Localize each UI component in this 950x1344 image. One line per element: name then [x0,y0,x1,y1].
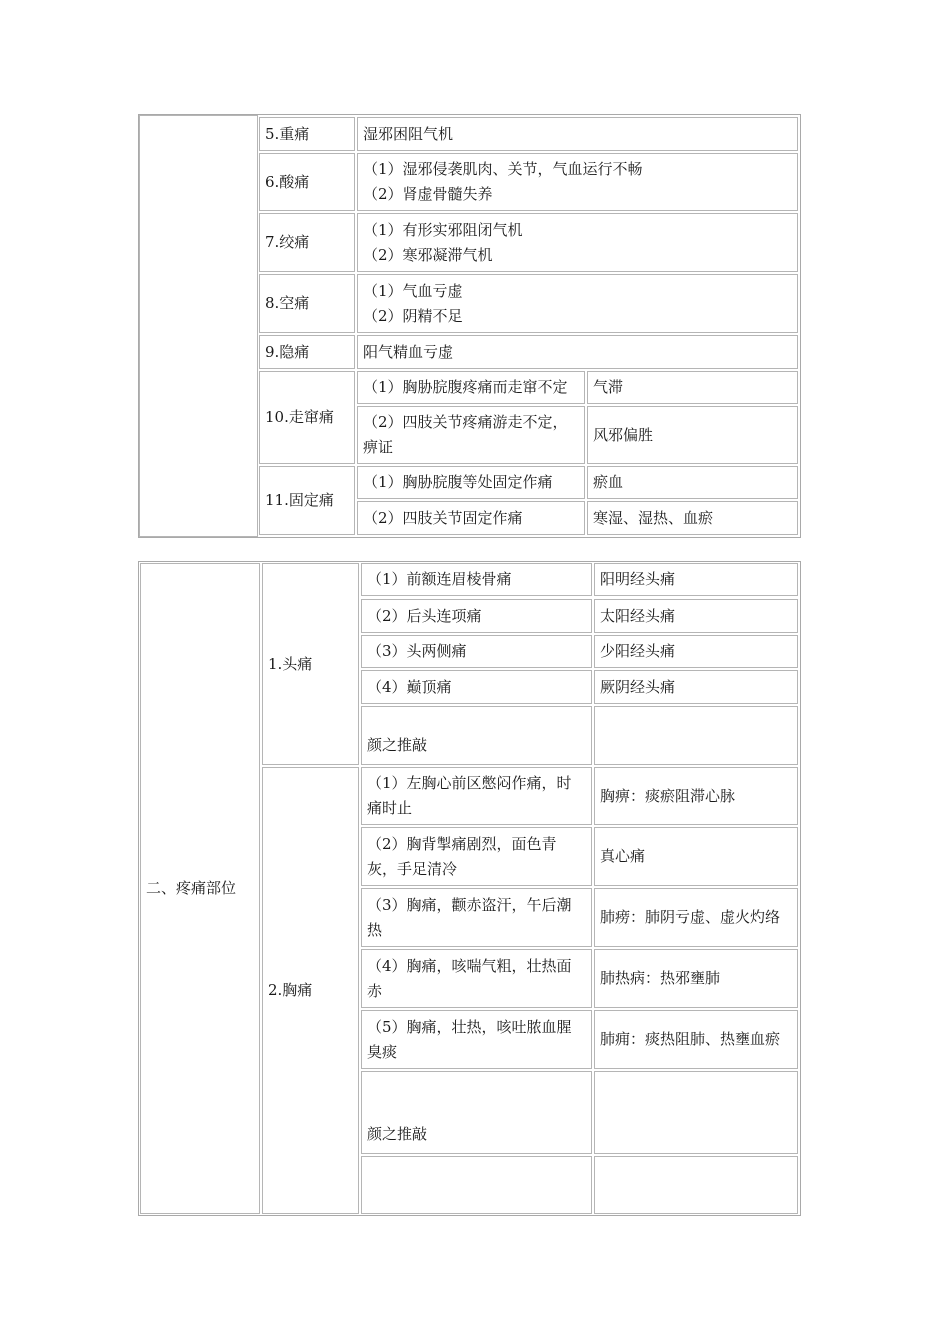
pain-desc-cell: （1）气血亏虚 （2）阴精不足 [357,274,798,333]
location-desc-cell: （1）前额连眉棱骨痛 [361,563,592,596]
pain-desc-cell: （1）有形实邪阻闭气机 （2）寒邪凝滞气机 [357,213,798,272]
location-desc-cell: （4）胸痛，咳喘气粗，壮热面赤 [361,949,592,1008]
pain-desc-cell: （1）湿邪侵袭肌肉、关节，气血运行不畅 （2）肾虚骨髓失养 [357,153,798,211]
location-desc-cell: （1）左胸心前区憋闷作痛，时痛时止 [361,767,592,825]
pain-cause-cell: 风邪偏胜 [587,406,798,464]
location-cell-chest: 2.胸痛 [262,767,359,1214]
empty-cell [361,1156,592,1214]
empty-cell [594,1156,798,1214]
pain-desc-cell: 阳气精血亏虚 [357,335,798,369]
location-cause-cell: 肺痈：痰热阻肺、热壅血瘀 [594,1010,798,1069]
location-cause-cell: 阳明经头痛 [594,563,798,596]
empty-cell [594,706,798,765]
pain-desc-cell: （2）四肢关节固定作痛 [357,501,585,535]
note-cell: 颜之推敲 [361,1071,592,1154]
location-cell-headache: 1.头痛 [262,563,359,765]
location-cause-cell: 肺痨：肺阴亏虚、虚火灼络 [594,888,798,947]
category-cell: 二、疼痛部位 [140,563,260,1214]
pain-nature-table [138,114,801,538]
pain-type-cell: 5.重痛 [259,117,355,151]
category-cell-empty [139,115,258,537]
pain-type-cell: 8.空痛 [259,274,355,333]
pain-type-cell: 9.隐痛 [259,335,355,369]
pain-location-table [138,561,801,1216]
location-cause-cell: 肺热病：热邪壅肺 [594,949,798,1008]
location-cause-cell: 太阳经头痛 [594,599,798,633]
pain-type-cell: 7.绞痛 [259,213,355,272]
location-desc-cell: （3）头两侧痛 [361,635,592,668]
location-desc-cell: （2）后头连项痛 [361,599,592,633]
pain-cause-cell: 气滞 [587,371,798,404]
pain-desc-cell: （1）胸胁脘腹疼痛而走窜不定 [357,371,585,404]
pain-desc-cell: （2）四肢关节疼痛游走不定，痹证 [357,406,585,464]
pain-desc-cell: 湿邪困阻气机 [357,117,798,151]
location-cause-cell: 胸痹：痰瘀阻滞心脉 [594,767,798,825]
note-cell: 颜之推敲 [361,706,592,765]
pain-cause-cell: 寒湿、湿热、血瘀 [587,501,798,535]
pain-cause-cell: 瘀血 [587,466,798,499]
location-desc-cell: （5）胸痛，壮热，咳吐脓血腥臭痰 [361,1010,592,1069]
location-cause-cell: 真心痛 [594,827,798,886]
pain-desc-cell: （1）胸胁脘腹等处固定作痛 [357,466,585,499]
location-desc-cell: （3）胸痛，颧赤盗汗，午后潮热 [361,888,592,947]
location-cause-cell: 厥阴经头痛 [594,670,798,704]
location-cause-cell: 少阳经头痛 [594,635,798,668]
location-desc-cell: （2）胸背掣痛剧烈，面色青灰，手足清冷 [361,827,592,886]
pain-type-cell: 6.酸痛 [259,153,355,211]
location-desc-cell: （4）巅顶痛 [361,670,592,704]
pain-type-cell: 10.走窜痛 [259,371,355,464]
pain-type-cell: 11.固定痛 [259,466,355,535]
empty-cell [594,1071,798,1154]
